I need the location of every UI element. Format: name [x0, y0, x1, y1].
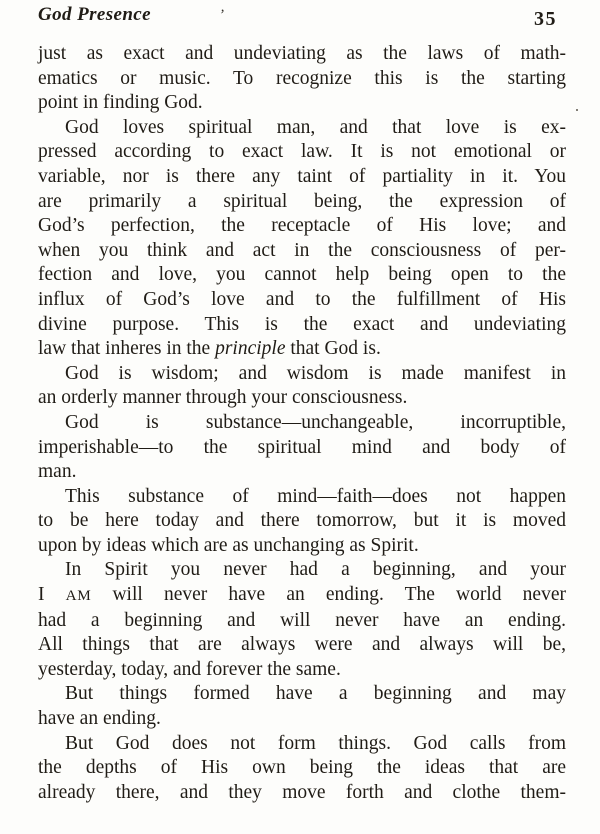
- text-line: [38, 263, 566, 288]
- text-segment: had a beginning and will never have an ending.: [38, 609, 566, 631]
- text-segment: imperishable—to the spiritual mind and body of: [38, 436, 566, 458]
- text-segment: variable, nor is there any taint of partiality in it. You: [38, 165, 566, 187]
- text-line: [38, 583, 566, 609]
- text-segment: divine purpose. This is the exact and undeviating: [38, 313, 566, 335]
- text-segment: have an ending.: [38, 708, 161, 730]
- text-line: [38, 756, 566, 781]
- text-line: [38, 91, 566, 116]
- text-line: [38, 165, 566, 190]
- text-line: [38, 460, 566, 485]
- text-segment: In Spirit you never had a beginning, and your: [65, 559, 566, 581]
- text-line: [38, 190, 566, 215]
- paragraph: [38, 362, 566, 411]
- text-segment: to be here today and there tomorrow, but it is moved: [38, 510, 566, 532]
- text-segment: when you think and act in the consciousness of per-: [38, 239, 566, 261]
- text-line: [38, 633, 566, 658]
- text-segment: pressed according to exact law. It is not emotional or: [38, 141, 566, 163]
- text-segment: upon by ideas which are as unchanging as Spirit.: [38, 534, 419, 556]
- text-line: [38, 707, 566, 732]
- text-segment: All things that are always were and always will be,: [38, 634, 566, 656]
- text-line: [38, 362, 566, 387]
- text-segment: ematics or music. To recognize this is the starting: [38, 67, 566, 89]
- text-segment: will never have an ending. The world never: [91, 584, 566, 606]
- text-line: [38, 67, 566, 92]
- paragraph: [38, 732, 566, 806]
- text-line: [38, 534, 566, 559]
- text-segment: God’s perfection, the receptacle of His love; and: [38, 215, 566, 237]
- text-line: [38, 436, 566, 461]
- text-line: [38, 781, 566, 806]
- text-segment: I: [38, 584, 66, 606]
- paragraph: [38, 42, 566, 116]
- text-segment: This substance of mind—faith—does not happen: [65, 485, 566, 507]
- text-segment: God is substance—unchangeable, incorruptible,: [65, 411, 566, 433]
- text-segment: God loves spiritual man, and that love is ex-: [65, 116, 566, 138]
- text-line: [38, 337, 566, 362]
- text-line: [38, 42, 566, 67]
- text-line: [38, 239, 566, 264]
- text-line: [38, 386, 566, 411]
- text-line: [38, 682, 566, 707]
- text-line: [38, 214, 566, 239]
- text-line: [38, 732, 566, 757]
- running-header-title: God Presence: [38, 4, 151, 25]
- text-line: [38, 509, 566, 534]
- text-line: [38, 558, 566, 583]
- scan-artifact-mark: ’: [219, 7, 224, 23]
- text-segment: God is wisdom; and wisdom is made manifest in: [65, 362, 566, 384]
- text-segment: already there, and they move forth and clothe them-: [38, 781, 566, 803]
- smallcaps-text: AM: [65, 587, 92, 605]
- paragraph: [38, 558, 566, 682]
- text-line: [38, 609, 566, 634]
- text-segment: are primarily a spiritual being, the expression of: [38, 190, 566, 212]
- text-line: [38, 485, 566, 510]
- text-line: [38, 288, 566, 313]
- text-segment: that God is.: [285, 338, 381, 360]
- text-line: [38, 411, 566, 436]
- paragraph: [38, 485, 566, 559]
- text-segment: fection and love, you cannot help being open to the: [38, 264, 566, 286]
- text-segment: law that inheres in the: [38, 338, 216, 360]
- text-segment: man.: [38, 461, 77, 483]
- text-segment: an orderly manner through your consciousness.: [38, 387, 408, 409]
- italic-text: principle: [215, 338, 286, 360]
- paragraph: [38, 116, 566, 362]
- text-segment: just as exact and undeviating as the laws of math-: [38, 43, 566, 64]
- text-line: [38, 140, 566, 165]
- text-segment: point in finding God.: [38, 92, 203, 114]
- text-segment: But things formed have a beginning and may: [65, 683, 566, 705]
- paragraph: [38, 411, 566, 485]
- page-body: [38, 42, 566, 805]
- text-segment: influx of God’s love and to the fulfillment of His: [38, 288, 566, 310]
- text-line: [38, 116, 566, 141]
- paragraph: [38, 682, 566, 731]
- scan-artifact-dot: [576, 109, 578, 111]
- text-line: [38, 313, 566, 338]
- text-line: [38, 658, 566, 683]
- text-segment: But God does not form things. God calls from: [65, 732, 566, 754]
- text-segment: yesterday, today, and forever the same.: [38, 658, 341, 680]
- page-number: 35: [534, 8, 557, 30]
- text-segment: the depths of His own being the ideas that are: [38, 757, 566, 779]
